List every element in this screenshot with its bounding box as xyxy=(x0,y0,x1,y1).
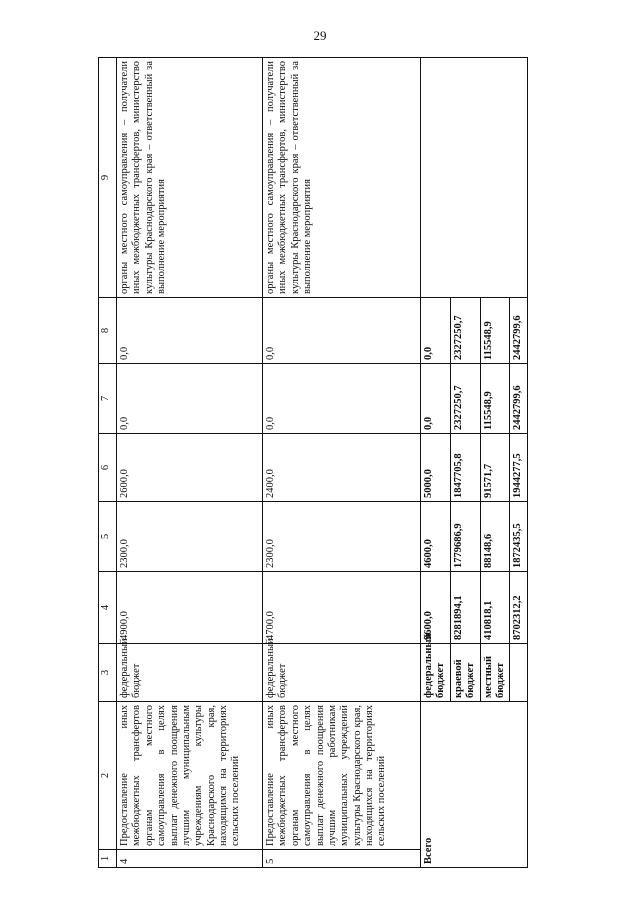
total-source: краевой бюджет xyxy=(450,644,480,702)
row-responsible: органы местного самоуправления – получатели иных межбюджетных трансфертов, министерство культуры Краснодарского края – ответственный за выполнение мероприятия xyxy=(117,58,263,298)
total-value: 2327250,7 xyxy=(450,298,480,364)
row-number: 5 xyxy=(263,850,421,868)
total-source xyxy=(510,644,527,702)
total-value: 2327250,7 xyxy=(450,364,480,434)
total-value: 0,0 xyxy=(421,364,451,434)
total-value: 2442799,6 xyxy=(510,298,527,364)
row-value: 0,0 xyxy=(263,298,421,364)
total-value: 0,0 xyxy=(421,298,451,364)
budget-table xyxy=(98,57,528,868)
row-value: 2400,0 xyxy=(263,434,421,502)
total-row xyxy=(421,58,451,868)
total-value: 1872435,5 xyxy=(510,502,527,572)
total-value: 1944277,5 xyxy=(510,434,527,502)
rotated-table-container xyxy=(98,58,538,868)
total-value: 1779686,9 xyxy=(450,502,480,572)
total-source: федеральный бюджет xyxy=(421,644,451,702)
total-value: 91571,7 xyxy=(480,434,510,502)
row-value: 0,0 xyxy=(117,364,263,434)
total-label: Всего xyxy=(421,702,528,868)
row-source: федеральный бюджет xyxy=(117,644,263,702)
header-cell: 3 xyxy=(99,644,117,702)
total-value: 88148,6 xyxy=(480,502,510,572)
row-responsible: органы местного самоуправления – получатели иных межбюджетных трансфертов, министерство культуры Краснодарского края – ответственный за выполнение мероприятия xyxy=(263,58,421,298)
total-value: 8702312,2 xyxy=(510,572,527,644)
total-responsible-empty xyxy=(421,58,528,298)
header-cell: 7 xyxy=(99,364,117,434)
total-value: 115548,9 xyxy=(480,364,510,434)
total-value: 1847705,8 xyxy=(450,434,480,502)
header-cell: 2 xyxy=(99,702,117,850)
table-row xyxy=(117,58,263,868)
header-cell: 4 xyxy=(99,572,117,644)
header-cell: 6 xyxy=(99,434,117,502)
header-cell: 8 xyxy=(99,298,117,364)
total-value: 2442799,6 xyxy=(510,364,527,434)
row-source: федеральный бюджет xyxy=(263,644,421,702)
total-value: 9600,0 xyxy=(421,572,451,644)
header-cell: 1 xyxy=(99,850,117,868)
header-cell: 9 xyxy=(99,58,117,298)
total-value: 8281894,1 xyxy=(450,572,480,644)
row-value: 4700,0 xyxy=(263,572,421,644)
total-value: 5000,0 xyxy=(421,434,451,502)
row-value: 0,0 xyxy=(117,298,263,364)
header-cell: 5 xyxy=(99,502,117,572)
row-description: Предоставление иных межбюджетных трансфертов органам местного самоуправления в целях выплат денежного поощрения лучшим работникам муниципальных учреждений культуры Краснодарского края, находящихся на территориях сельских поселений xyxy=(263,702,421,850)
row-number: 4 xyxy=(117,850,263,868)
total-value: 4600,0 xyxy=(421,502,451,572)
row-description: Предоставление иных межбюджетных трансфертов органам местного самоуправления в целях выплат денежного поощрения лучшим муниципальным учреждениям культуры Краснодарского края, находящимся на территориях сельских поселений xyxy=(117,702,263,850)
row-value: 0,0 xyxy=(263,364,421,434)
row-value: 4900,0 xyxy=(117,572,263,644)
row-value: 2300,0 xyxy=(263,502,421,572)
header-row xyxy=(99,58,117,868)
page-number: 29 xyxy=(313,28,327,43)
total-source: местный бюджет xyxy=(480,644,510,702)
total-value: 115548,9 xyxy=(480,298,510,364)
row-value: 2300,0 xyxy=(117,502,263,572)
row-value: 2600,0 xyxy=(117,434,263,502)
table-row xyxy=(263,58,421,868)
total-value: 410818,1 xyxy=(480,572,510,644)
